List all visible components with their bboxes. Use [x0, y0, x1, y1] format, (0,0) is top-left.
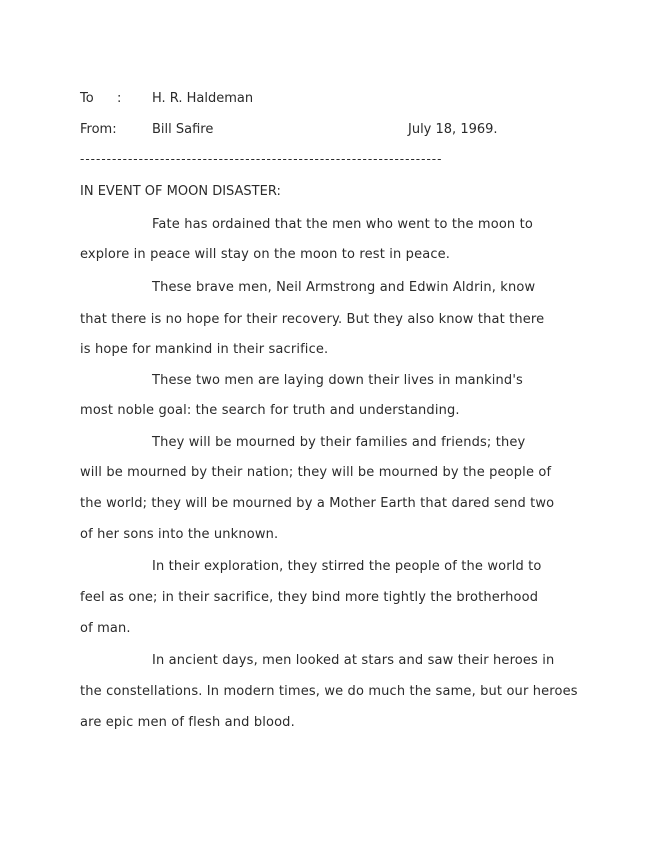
body-line: of her sons into the unknown.: [80, 527, 279, 542]
body-line: are epic men of flesh and blood.: [80, 715, 295, 730]
body-line: These two men are laying down their lives in mankind's: [152, 373, 523, 388]
body-line: In ancient days, men looked at stars and saw their heroes in: [152, 653, 555, 668]
body-line: They will be mourned by their families and friends; they: [152, 435, 526, 450]
body-line: the world; they will be mourned by a Mother Earth that dared send two: [80, 496, 555, 511]
body-line: Fate has ordained that the men who went to the moon to: [152, 217, 533, 232]
body-line: that there is no hope for their recovery. But they also know that there: [80, 312, 545, 327]
to-label: To: [80, 91, 94, 106]
body-line: of man.: [80, 621, 131, 636]
body-line: is hope for mankind in their sacrifice.: [80, 342, 329, 357]
from-label: From:: [80, 122, 117, 137]
body-line: explore in peace will stay on the moon to rest in peace.: [80, 247, 451, 262]
from-value: Bill Safire: [152, 122, 214, 137]
body-line: the constellations. In modern times, we do much the same, but our heroes: [80, 684, 578, 699]
body-line: In their exploration, they stirred the people of the world to: [152, 559, 542, 574]
to-row: [80, 90, 560, 108]
body-line: feel as one; in their sacrifice, they bind more tightly the brotherhood: [80, 590, 539, 605]
dashed-divider: --------------------------------------------------------------------: [80, 152, 443, 166]
to-separator: :: [117, 91, 122, 106]
memo-date: July 18, 1969.: [408, 122, 498, 137]
to-value: H. R. Haldeman: [152, 91, 254, 106]
body-line: will be mourned by their nation; they will be mourned by the people of: [80, 465, 552, 480]
memo-heading: IN EVENT OF MOON DISASTER:: [80, 184, 281, 199]
body-line: most noble goal: the search for truth and understanding.: [80, 403, 460, 418]
body-line: These brave men, Neil Armstrong and Edwin Aldrin, know: [152, 280, 536, 295]
